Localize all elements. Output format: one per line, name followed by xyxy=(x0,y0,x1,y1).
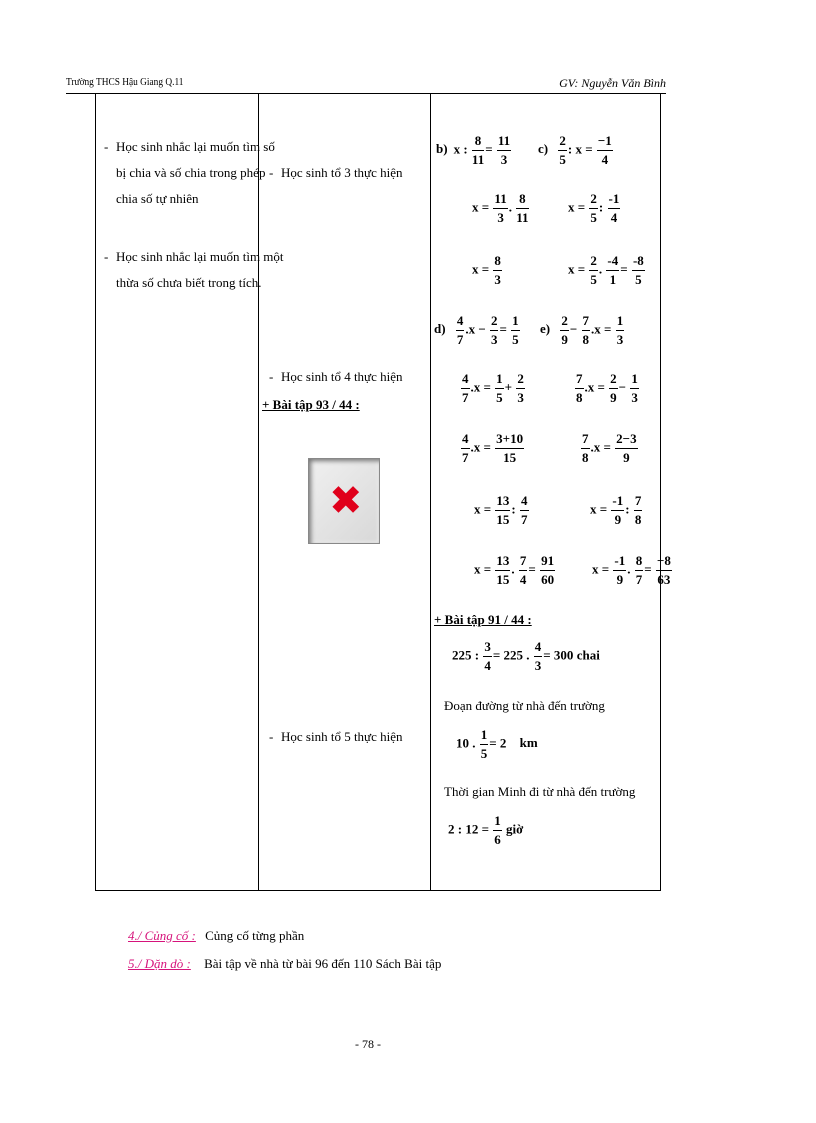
equation-e-3: $\frac{7}{8}$ .x = $\frac{2-3}{9}$ xyxy=(582,431,637,465)
student-task-group4: - Học sinh tổ 4 thực hiện xyxy=(269,369,403,384)
student-task-group5: - Học sinh tổ 5 thực hiện xyxy=(269,729,403,744)
header-school: Trường THCS Hậu Giang Q.11 xyxy=(66,76,184,88)
time-text: Thời gian Minh đi từ nhà đến trường xyxy=(444,784,636,799)
distance-text: Đoạn đường từ nhà đến trường xyxy=(444,698,605,713)
equation-e-4: x = $\frac{-1}{9}$ : $\frac{7}{8}$ xyxy=(590,493,642,527)
page-number: - 78 - xyxy=(355,1037,381,1051)
footer-homework: 5./ Dặn dò : Bài tập về nhà từ bài 96 đến 110 Sách Bài tập xyxy=(128,956,442,971)
equation-bottles: 225 : $\frac{3}{4}$ = 225 . $\frac{4}{3}$ = 300 chai xyxy=(452,639,600,673)
exercise-91-title: + Bài tập 91 / 44 : xyxy=(434,612,532,627)
equation-time: 2 : 12 = $\frac{1}{6}$ giờ xyxy=(448,813,524,847)
equation-b-3: x = $\frac{8}{3}$ xyxy=(472,253,501,287)
footer-review: 4./ Củng cố : Củng cố từng phần xyxy=(128,928,305,943)
broken-image-icon: ✖ xyxy=(308,458,380,544)
equation-d-3: $\frac{4}{7}$ .x = $\frac{3+10}{15}$ xyxy=(462,431,524,465)
equation-b-1: b) x : $\frac{8}{11}$ = $\frac{11}{3}$ xyxy=(436,133,511,167)
equation-e-5: x = $\frac{-1}{9}$ . $\frac{8}{7}$ = $\frac{-8}{63}$ xyxy=(592,553,671,587)
exercise-93-title: + Bài tập 93 / 44 : xyxy=(262,397,360,412)
equation-c-3: x = $\frac{2}{5}$ . $\frac{-4}{1}$ = $\frac{-8}{5}$ xyxy=(568,253,644,287)
equation-b-2: x = $\frac{11}{3}$ . $\frac{8}{11}$ xyxy=(472,191,529,225)
teacher-note-1: - Học sinh nhắc lại muốn tìm số bị chia và số chia trong phép chia số tự nhiên xyxy=(104,139,275,206)
equation-e-2: $\frac{7}{8}$ .x = $\frac{2}{9}$ − $\frac{1}{3}$ xyxy=(576,371,638,405)
teacher-note-2: - Học sinh nhắc lại muốn tìm một thừa số chưa biết trong tích. xyxy=(104,249,284,290)
equation-c-1: c) $\frac{2}{5}$ : x = $\frac{-1}{4}$ xyxy=(538,133,612,167)
equation-e-1: e) $\frac{2}{9}$ − $\frac{7}{8}$ .x = $\frac{1}{3}$ xyxy=(540,313,624,347)
lesson-table xyxy=(95,94,671,891)
equation-c-2: x = $\frac{2}{5}$ : $\frac{-1}{4}$ xyxy=(568,191,620,225)
equation-d-2: $\frac{4}{7}$ .x = $\frac{1}{5}$ + $\frac{2}{3}$ xyxy=(462,371,524,405)
header-teacher: GV: Nguyễn Văn Bình xyxy=(559,76,666,90)
student-task-group3: - Học sinh tổ 3 thực hiện xyxy=(269,165,403,180)
equation-distance: 10 . $\frac{1}{5}$ = 2 km xyxy=(456,727,538,761)
equation-d-5: x = $\frac{13}{15}$ . $\frac{7}{4}$ = $\frac{91}{60}$ xyxy=(474,553,555,587)
equation-d-1: d) $\frac{4}{7}$ .x − $\frac{2}{3}$ = $\frac{1}{5}$ xyxy=(434,313,519,347)
equation-d-4: x = $\frac{13}{15}$ : $\frac{4}{7}$ xyxy=(474,493,528,527)
column-divider xyxy=(430,94,431,890)
column-divider xyxy=(258,94,259,890)
